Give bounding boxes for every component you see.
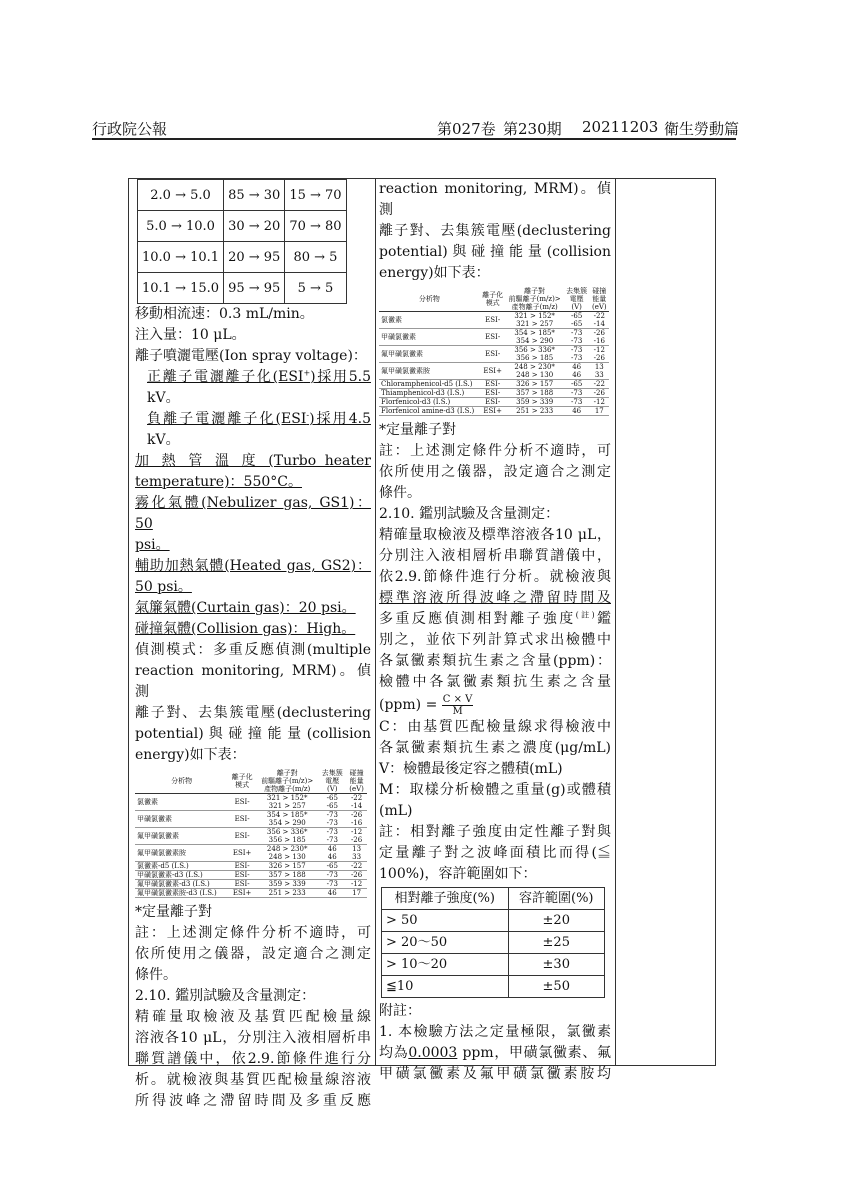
mrm-declustering: -65 -65	[318, 794, 346, 811]
mrm-collision: -26 -16	[590, 329, 609, 346]
mrm-collision: -26 -16	[346, 811, 367, 828]
body-line3: 聯質譜儀中，依2.9.節條件進行分	[135, 1051, 371, 1067]
top-line4: energy)如下表：	[379, 265, 490, 281]
ion-spray-text: 離子噴灑電壓(Ion spray voltage)：	[135, 348, 367, 364]
gradient-cell: 5 → 5	[285, 273, 346, 304]
mrm-row	[379, 312, 609, 329]
mrm-ion-pair: 359 > 339	[506, 398, 564, 407]
tolerance-row	[382, 954, 605, 976]
mrm-analyte: Chloramphenicol-d5 (I.S.)	[379, 380, 480, 389]
mrm-declustering: -65	[318, 862, 346, 871]
note2-line1: 註：上述測定條件分析不適時，可	[379, 443, 611, 459]
mrm-collision: -22 -14	[590, 312, 609, 329]
mrm-table-middle: 分析物 離子化 模式 離子對 前驅離子(m/z)> 產物離子(m/z) 去集簇 電壓 (V) 碰撞 能量 (eV) 氯黴素 ESI- 321 > 152* 321 > 257 -65 -65 -22 -14 甲磺氯黴素 ESI- 354 > 185* 354 > 290 -73 -73 -26 -16 氟甲磺氯黴素 ESI- 356 > 336* 356 > 185 -73 -73 -12 -26 氟甲磺氯黴素胺 ESI+ 248 > 230* 248 > 130 46 46 13 33 Chloramphenicol-d5 (I.S.) ESI- 326 > 157 -65 -22 Thiamphenicol-d3 (I.S.) ESI- 357 > 188 -73 -26 Florfenicol-d3 (I.S.) ESI- 359 > 339 -73 -12 Florfenicol amine-d3 (I.S.) ESI+ 251 > 233 46 17	[379, 287, 609, 416]
mrm-ion-pair: 321 > 152* 321 > 257	[506, 312, 564, 329]
tolerance-row	[382, 976, 605, 998]
gradient-row	[138, 180, 347, 211]
m-definition-line2: (mL)	[379, 803, 413, 819]
gradient-cell: 15 → 70	[285, 180, 346, 211]
mrm-declustering: -73	[318, 880, 346, 889]
esi-positive-text: 正離子電灑離子化(ESI+)採用5.5	[147, 368, 371, 385]
mrm-collision: -22	[590, 380, 609, 389]
collision-gas-text: 碰撞氣體(Collision gas)：High。	[135, 621, 356, 637]
note-line3: 條件。	[135, 967, 177, 983]
section-title: 2.10. 鑑別試驗及含量測定：	[135, 988, 316, 1004]
mrm-mode: ESI-	[480, 380, 506, 389]
mrm-collision: -22	[346, 862, 367, 871]
header-rule	[92, 138, 736, 140]
heated-gas-line2: 50 psi。	[135, 579, 192, 595]
mrm-declustering: 46	[564, 407, 590, 416]
mrm-analyte: 氟甲磺氯黴素胺-d3 (I.S.)	[135, 889, 228, 898]
appendix-line1: 1. 本檢驗方法之定量極限，氯黴素	[379, 1024, 611, 1040]
mrm-declustering: 46 46	[318, 845, 346, 862]
mrm-ion-pair: 359 > 339	[256, 880, 318, 889]
gradient-cell: 85 → 30	[224, 180, 285, 211]
mrm-mode: ESI+	[228, 889, 256, 898]
body-line5: 所得波峰之滯留時間及多重反應	[135, 1093, 371, 1109]
formula-fraction: $\frac{C \times V}{M}$	[442, 693, 473, 717]
mrm-mode: ESI-	[228, 828, 256, 845]
mrm-row	[135, 889, 367, 898]
mrm-declustering: -73 -73	[564, 346, 590, 363]
mrm-row	[379, 398, 609, 407]
body2-line7: 各氯黴素類抗生素之含量(ppm)：	[379, 653, 611, 669]
note2-line2: 依所使用之儀器，設定適合之測定	[379, 464, 611, 480]
mrm-mode: ESI-	[228, 811, 256, 828]
mrm-row	[379, 389, 609, 398]
gradient-row	[138, 211, 347, 242]
tolerance-range: ±20	[508, 910, 604, 932]
tolerance-range: ±25	[508, 932, 604, 954]
mrm-analyte: 氟甲磺氯黴素	[135, 828, 228, 845]
mrm-ion-pair: 354 > 185* 354 > 290	[506, 329, 564, 346]
mrm-ion-pair: 357 > 188	[256, 871, 318, 880]
tolerance-table	[381, 887, 605, 998]
body-line1: 精確量取檢液及基質匹配檢量線	[135, 1009, 371, 1025]
mrm-declustering: -73	[318, 871, 346, 880]
injection-text: 注入量：10 μL。	[135, 327, 246, 343]
heater-temp-line1: 加 熱 管 溫 度 (Turbo heater	[135, 453, 371, 469]
column-divider-2	[615, 179, 616, 1065]
curtain-gas-text: 氣簾氣體(Curtain gas)：20 psi。	[135, 600, 356, 616]
gradient-cell: 20 → 95	[224, 242, 285, 273]
mrm-declustering: -73	[564, 389, 590, 398]
mrm-ion-pair: 248 > 230* 248 > 130	[256, 845, 318, 862]
gradient-cell: 70 → 80	[285, 211, 346, 242]
body2-line4: 標準溶液所得波峰之滯留時間及	[379, 590, 611, 606]
appendix-title: 附註：	[379, 1003, 421, 1019]
mrm-analyte: 甲磺氯黴素-d3 (I.S.)	[135, 871, 228, 880]
gradient-row	[138, 242, 347, 273]
flow-rate-text: 移動相流速：0.3 mL/min。	[135, 306, 314, 322]
gradient-cell: 5.0 → 10.0	[138, 211, 224, 242]
mrm-declustering: -73	[564, 398, 590, 407]
mrm-collision: -12 -26	[590, 346, 609, 363]
gradient-cell: 2.0 → 5.0	[138, 180, 224, 211]
nebulizer-line2: psi。	[135, 537, 170, 553]
mrm-ion-pair: 326 > 157	[256, 862, 318, 871]
mrm-analyte: 甲磺氯黴素	[135, 811, 228, 828]
tolerance-intensity: > 10～20	[382, 954, 509, 976]
appendix-line3: 甲磺氯黴素及氟甲磺氯黴素胺均	[379, 1066, 611, 1082]
mrm-mode: ESI-	[480, 346, 506, 363]
mrm-mode: ESI-	[228, 871, 256, 880]
mrm-row	[379, 329, 609, 346]
mrm-analyte: 氟甲磺氯黴素胺	[379, 363, 480, 380]
mrm-ion-pair: 354 > 185* 354 > 290	[256, 811, 318, 828]
relative-note-line2: 定量離子對之波峰面積比而得(≦	[379, 845, 611, 861]
gradient-row	[138, 273, 347, 304]
mrm-ion-pair: 251 > 233	[506, 407, 564, 416]
quant-ion-footnote-2: *定量離子對	[379, 422, 456, 438]
mrm-row	[135, 794, 367, 811]
mrm-mode: ESI-	[480, 329, 506, 346]
mrm-row	[135, 828, 367, 845]
mrm-collision: -22 -14	[346, 794, 367, 811]
top-line3: potential) 與 碰 撞 能 量 (collision	[379, 244, 611, 260]
mrm-collision: 13 33	[590, 363, 609, 380]
formula: (ppm) = $\frac{C \times V}{M}$	[379, 693, 473, 717]
volume-number: 第027卷	[437, 120, 496, 138]
body-line2: 溶液各10 μL，分別注入液相層析串	[135, 1030, 371, 1046]
mrm-ion-pair: 356 > 336* 356 > 185	[256, 828, 318, 845]
mrm-analyte: 氯黴素	[135, 794, 228, 811]
mrm-analyte: Florfenicol-d3 (I.S.)	[379, 398, 480, 407]
quant-ion-footnote: *定量離子對	[135, 904, 212, 920]
mrm-table-left: 分析物 離子化 模式 離子對 前驅離子(m/z)> 產物離子(m/z) 去集簇 電壓 (V) 碰撞 能量 (eV) 氯黴素 ESI- 321 > 152* 321 > 257 -65 -65 -22 -14 甲磺氯黴素 ESI- 354 > 185* 354 > 290 -73 -73 -26 -16 氟甲磺氯黴素 ESI- 356 > 336* 356 > 185 -73 -73 -12 -26 氟甲磺氯黴素胺 ESI+ 248 > 230* 248 > 130 46 46 13 33 氯黴素-d5 (I.S.) ESI- 326 > 157 -65 -22 甲磺氯黴素-d3 (I.S.) ESI- 357 > 188 -73 -26 氟甲磺氯黴素-d3 (I.S.) ESI- 359 > 339 -73 -12 氟甲磺氯黴素胺-d3 (I.S.) ESI+ 251 > 233 46 17	[135, 769, 367, 898]
tolerance-range: ±30	[508, 954, 604, 976]
mrm-declustering: -73 -73	[318, 828, 346, 845]
issue-date: 20211203	[582, 118, 659, 136]
esi-negative-unit: kV。	[147, 432, 180, 448]
heater-temp-line2: temperature)：550°C。	[135, 474, 302, 490]
mrm-mode: ESI-	[228, 794, 256, 811]
mrm-row	[135, 845, 367, 862]
mrm-mode: ESI-	[480, 389, 506, 398]
gradient-cell: 30 → 20	[224, 211, 285, 242]
issue-number: 第230期	[503, 120, 562, 138]
mrm-row	[379, 380, 609, 389]
mrm-ion-pair: 248 > 230* 248 > 130	[506, 363, 564, 380]
mode-line4: potential) 與 碰 撞 能 量 (collision	[135, 726, 371, 742]
relative-note-line1: 註：相對離子強度由定性離子對與	[379, 824, 611, 840]
c-definition-line1: C：由基質匹配檢量線求得檢液中	[379, 719, 611, 735]
heated-gas-line1: 輔助加熱氣體(Heated gas, GS2)：	[135, 558, 371, 574]
relative-note-line3: 100%)，容許範圍如下：	[379, 866, 537, 882]
middle-column	[379, 179, 611, 1085]
mrm-analyte: Florfenicol amine-d3 (I.S.)	[379, 407, 480, 416]
mrm-declustering: -65	[564, 380, 590, 389]
top-line1: reaction monitoring, MRM)。偵測	[379, 181, 611, 218]
mrm-collision: 17	[590, 407, 609, 416]
mode-line3: 離子對、去集簇電壓(declustering	[135, 705, 371, 721]
section-name: 衛生勞動篇	[664, 120, 740, 138]
mrm-row	[379, 407, 609, 416]
gradient-cell: 95 → 95	[224, 273, 285, 304]
body2-line3: 依2.9.節條件進行分析。就檢液與	[379, 569, 611, 585]
body2-line5: 多重反應偵測相對離子強度$^{(註)}$鑑	[379, 610, 612, 627]
body-line4: 析。就檢液與基質匹配檢量線溶液	[135, 1072, 371, 1088]
mrm-ion-pair: 356 > 336* 356 > 185	[506, 346, 564, 363]
top-line2: 離子對、去集簇電壓(declustering	[379, 223, 611, 239]
body2-line8: 檢體中各氯黴素類抗生素之含量	[379, 674, 611, 690]
mrm-analyte: 氟甲磺氯黴素胺	[135, 845, 228, 862]
m-definition-line1: M：取樣分析檢體之重量(g)或體積	[379, 782, 611, 798]
section-title-2: 2.10. 鑑別試驗及含量測定：	[379, 506, 560, 522]
mrm-collision: -12 -26	[346, 828, 367, 845]
column-divider-1	[375, 179, 376, 1065]
note-line2: 依所使用之儀器，設定適合之測定	[135, 946, 371, 962]
mrm-mode: ESI+	[228, 845, 256, 862]
mrm-ion-pair: 251 > 233	[256, 889, 318, 898]
mrm-mode: ESI-	[480, 312, 506, 329]
mrm-row	[135, 811, 367, 828]
mrm-collision: 13 33	[346, 845, 367, 862]
esi-positive-unit: kV。	[147, 390, 180, 406]
mrm-ion-pair: 321 > 152* 321 > 257	[256, 794, 318, 811]
tolerance-intensity: > 50	[382, 910, 509, 932]
mrm-mode: ESI-	[228, 880, 256, 889]
mrm-analyte: Thiamphenicol-d3 (I.S.)	[379, 389, 480, 398]
mrm-declustering: 46 46	[564, 363, 590, 380]
note2-line3: 條件。	[379, 485, 421, 501]
mrm-row	[379, 363, 609, 380]
body2-line2: 分別注入液相層析串聯質譜儀中，	[379, 548, 611, 564]
mrm-ion-pair: 326 > 157	[506, 380, 564, 389]
tolerance-row	[382, 932, 605, 954]
nebulizer-line1: 霧化氣體(Nebulizer gas, GS1)：50	[135, 495, 371, 532]
left-column	[135, 179, 371, 1112]
mrm-declustering: -65 -65	[564, 312, 590, 329]
mrm-analyte: 甲磺氯黴素	[379, 329, 480, 346]
appendix-line2: 均為0.0003 ppm，甲磺氯黴素、氟	[379, 1045, 612, 1061]
tolerance-row	[382, 910, 605, 932]
mrm-mode: ESI-	[228, 862, 256, 871]
mrm-collision: 17	[346, 889, 367, 898]
mrm-collision: -12	[590, 398, 609, 407]
mrm-mode: ESI+	[480, 363, 506, 380]
gradient-cell: 80 → 5	[285, 242, 346, 273]
body2-line6: 別之，並依下列計算式求出檢體中	[379, 632, 611, 648]
mode-line2: reaction monitoring, MRM)。偵測	[135, 663, 371, 700]
mrm-collision: -26	[346, 871, 367, 880]
c-definition-line2: 各氯黴素類抗生素之濃度(μg/mL)	[379, 740, 611, 756]
note-line1: 註：上述測定條件分析不適時，可	[135, 925, 371, 941]
mrm-collision: -12	[346, 880, 367, 889]
gazette-name: 行政院公報	[92, 120, 168, 138]
tolerance-header-range: 容許範圍(%)	[508, 888, 604, 910]
mrm-declustering: -73 -73	[318, 811, 346, 828]
tolerance-header-intensity: 相對離子強度(%)	[382, 888, 509, 910]
mode-line1: 偵測模式：多重反應偵測(multiple	[135, 642, 371, 658]
body2-line1: 精確量取檢液及標準溶液各10 μL，	[379, 527, 611, 543]
v-definition: V：檢體最後定容之體積(mL)	[379, 761, 563, 777]
mrm-mode: ESI+	[480, 407, 506, 416]
tolerance-intensity: > 20～50	[382, 932, 509, 954]
mrm-row	[135, 880, 367, 889]
tolerance-range: ±50	[508, 976, 604, 998]
mrm-row	[379, 346, 609, 363]
esi-negative-text: 負離子電灑離子化(ESI-)採用4.5	[147, 410, 371, 427]
mrm-row	[135, 871, 367, 880]
gradient-cell: 10.0 → 10.1	[138, 242, 224, 273]
mrm-declustering: 46	[318, 889, 346, 898]
mrm-analyte: 氯黴素	[379, 312, 480, 329]
comparison-table-frame	[128, 178, 716, 1109]
mrm-ion-pair: 357 > 188	[506, 389, 564, 398]
mrm-analyte: 氟甲磺氯黴素-d3 (I.S.)	[135, 880, 228, 889]
mrm-collision: -26	[590, 389, 609, 398]
mrm-analyte: 氟甲磺氯黴素	[379, 346, 480, 363]
mode-line5: energy)如下表：	[135, 747, 246, 763]
tolerance-intensity: ≦10	[382, 976, 509, 998]
mrm-row	[135, 862, 367, 871]
gradient-cell: 10.1 → 15.0	[138, 273, 224, 304]
mrm-mode: ESI-	[480, 398, 506, 407]
gradient-table	[137, 179, 347, 304]
mrm-analyte: 氯黴素-d5 (I.S.)	[135, 862, 228, 871]
mrm-declustering: -73 -73	[564, 329, 590, 346]
